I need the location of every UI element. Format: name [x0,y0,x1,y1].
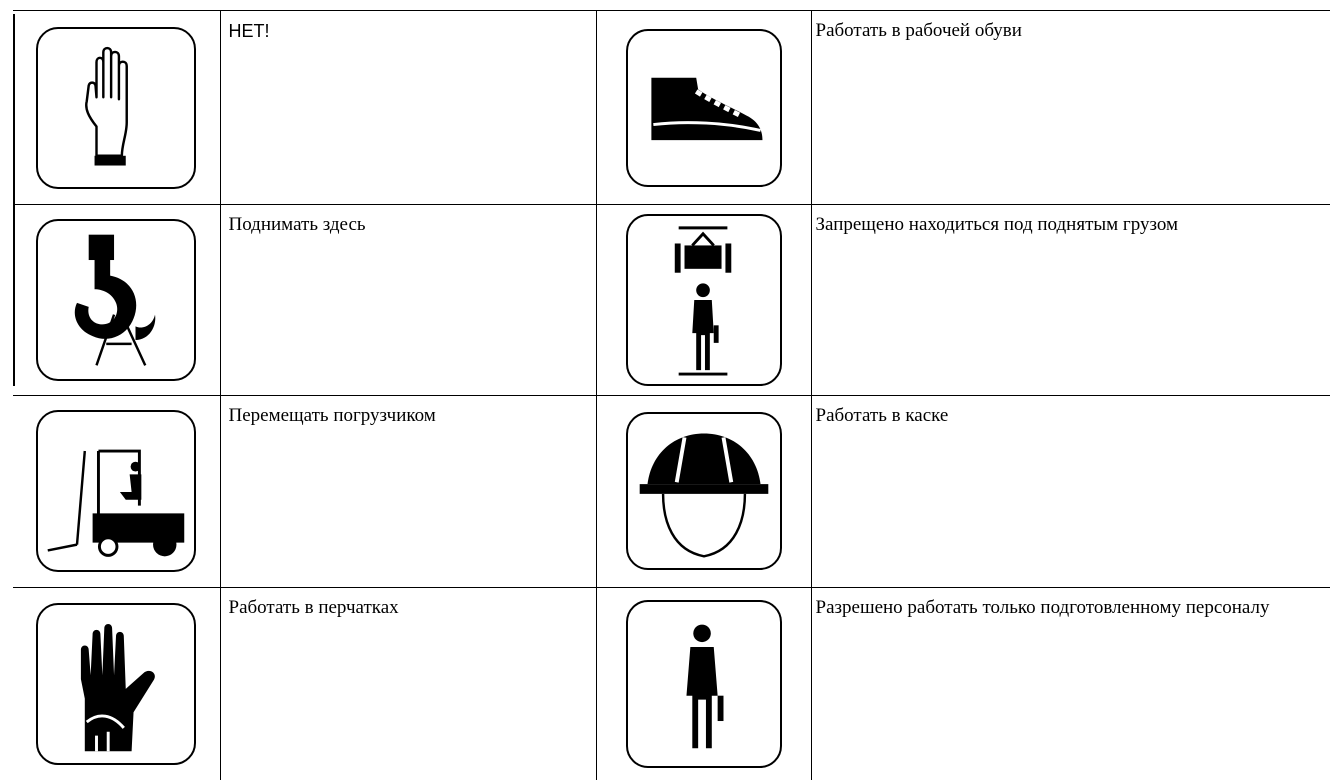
label-cell [220,395,596,587]
sign-label: НЕТ! [228,21,270,41]
sign-label: Разрешено работать только подготовленному персоналу [815,597,1270,619]
table-row [13,588,1330,780]
crane-hook-icon [36,219,196,381]
icon-cell [596,11,811,205]
table-row [13,205,1330,395]
icon-cell [596,588,811,780]
hard-hat-icon [626,412,782,570]
icon-cell [13,395,220,587]
label-cell [220,205,596,395]
icon-cell [596,205,811,395]
sign-label: Работать в перчатках [228,597,399,619]
label-cell [811,588,1330,780]
icon-cell [13,205,220,395]
label-cell [811,205,1330,395]
icon-cell [13,11,220,205]
trained-person-icon [626,600,782,768]
icon-cell [13,588,220,780]
glove-icon [36,603,196,765]
label-cell [220,588,596,780]
stop-hand-icon [36,27,196,189]
table-row [13,395,1330,587]
sign-label: Поднимать здесь [228,214,366,236]
forklift-icon [36,410,196,572]
icon-cell [596,395,811,587]
suspended-load-person-icon [626,214,782,386]
safety-boot-icon [626,29,782,187]
safety-signs-table [13,10,1330,780]
label-cell [220,11,596,205]
table-row [13,11,1330,205]
label-cell [811,395,1330,587]
sign-label: Работать в рабочей обуви [815,20,1022,41]
sign-label: Запрещено находиться под поднятым грузом [815,214,1179,236]
sign-label: Работать в каске [815,404,949,426]
sign-label: Перемещать погрузчиком [228,404,436,426]
label-cell [811,11,1330,205]
